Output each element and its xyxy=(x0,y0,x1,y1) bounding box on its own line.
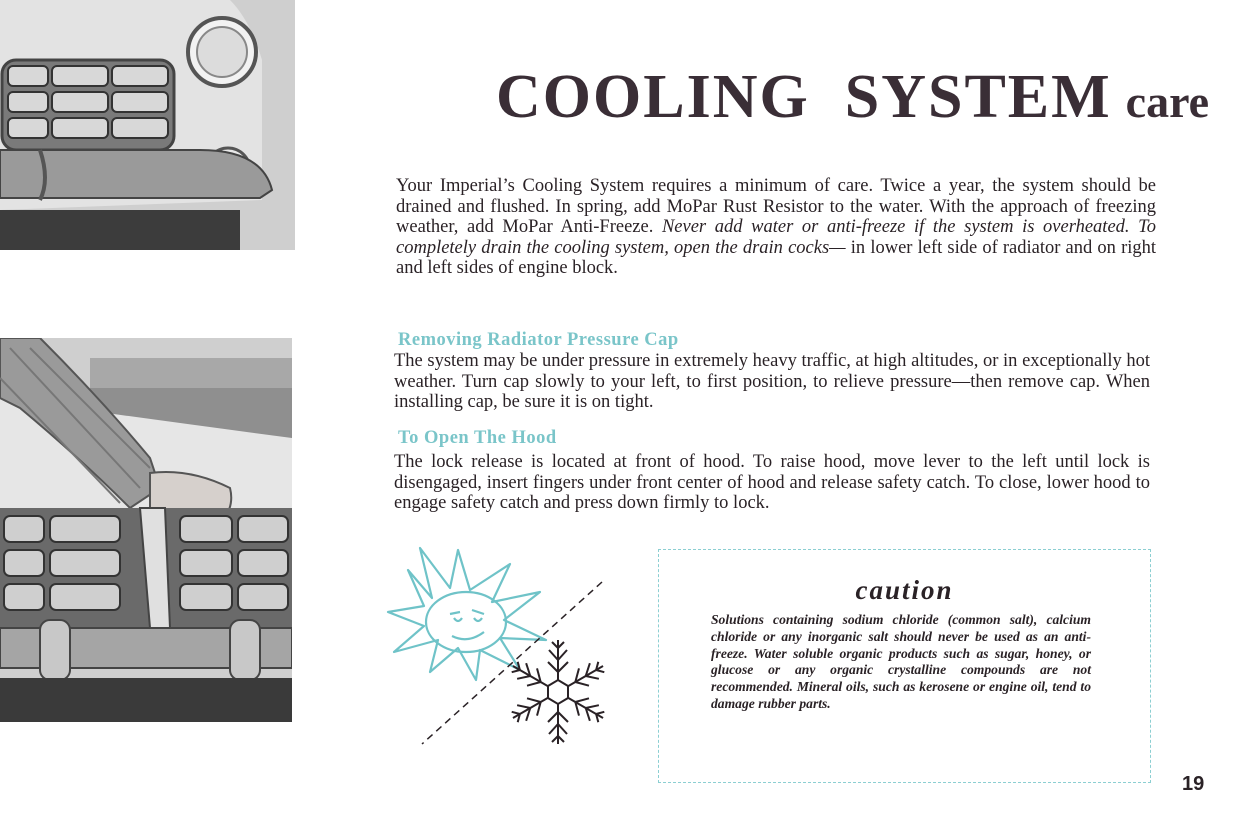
heading-radiator-cap: Removing Radiator Pressure Cap xyxy=(398,330,679,350)
page-number: 19 xyxy=(1182,773,1205,795)
intro-normal: Your Imperial’s Cooling System requires a minimum of care. Twice a year, the system should be drained and flushed. In spring, add MoPar Rust Resistor to the water. With the approach of freezing weather, add MoPar Anti-Freeze. xyxy=(396,176,1156,237)
caution-box xyxy=(658,549,1151,783)
caution-title: caution xyxy=(855,575,954,605)
intro-paragraph xyxy=(396,176,1156,279)
intro-tail: in lower left side of radiator and on right and left sides of engine block. xyxy=(396,237,1157,278)
caution-text: Solutions containing sodium chloride (common salt), calcium chloride or any inorganic salt should never be used as an anti-freeze. Water soluble organic products such as sugar, honey, or glucose or any organic crystalline compounds are not recommended. Mineral oils, such as kerosene or engine oil, tend to damage rubber parts. xyxy=(711,612,1091,711)
heading-open-hood: To Open The Hood xyxy=(398,428,557,448)
intro-italic: Never add water or anti-freeze if the system is overheated. To completely drain the cooling system, open the drain cocks— xyxy=(396,217,1156,258)
title-main: COOLING SYSTEM xyxy=(496,63,1112,131)
title-suffix: care xyxy=(1125,76,1210,127)
sun-snowflake-illustration xyxy=(380,540,640,760)
page-title xyxy=(496,62,1210,133)
open-hood-paragraph: The lock release is located at front of hood. To raise hood, move lever to the left until lock is disengaged, insert fingers under front center of hood and release safety catch. To close, lower hood to engage safety catch and press down firmly to lock. xyxy=(394,452,1150,513)
radiator-cap-paragraph: The system may be under pressure in extremely heavy traffic, at high altitudes, or in exceptionally hot weather. Turn cap slowly to your left, to first position, to relieve pressure—then remove cap. When installing cap, be sure it is on tight. xyxy=(394,351,1150,412)
hood-release-photo xyxy=(0,338,292,722)
car-front-photo xyxy=(0,0,295,250)
